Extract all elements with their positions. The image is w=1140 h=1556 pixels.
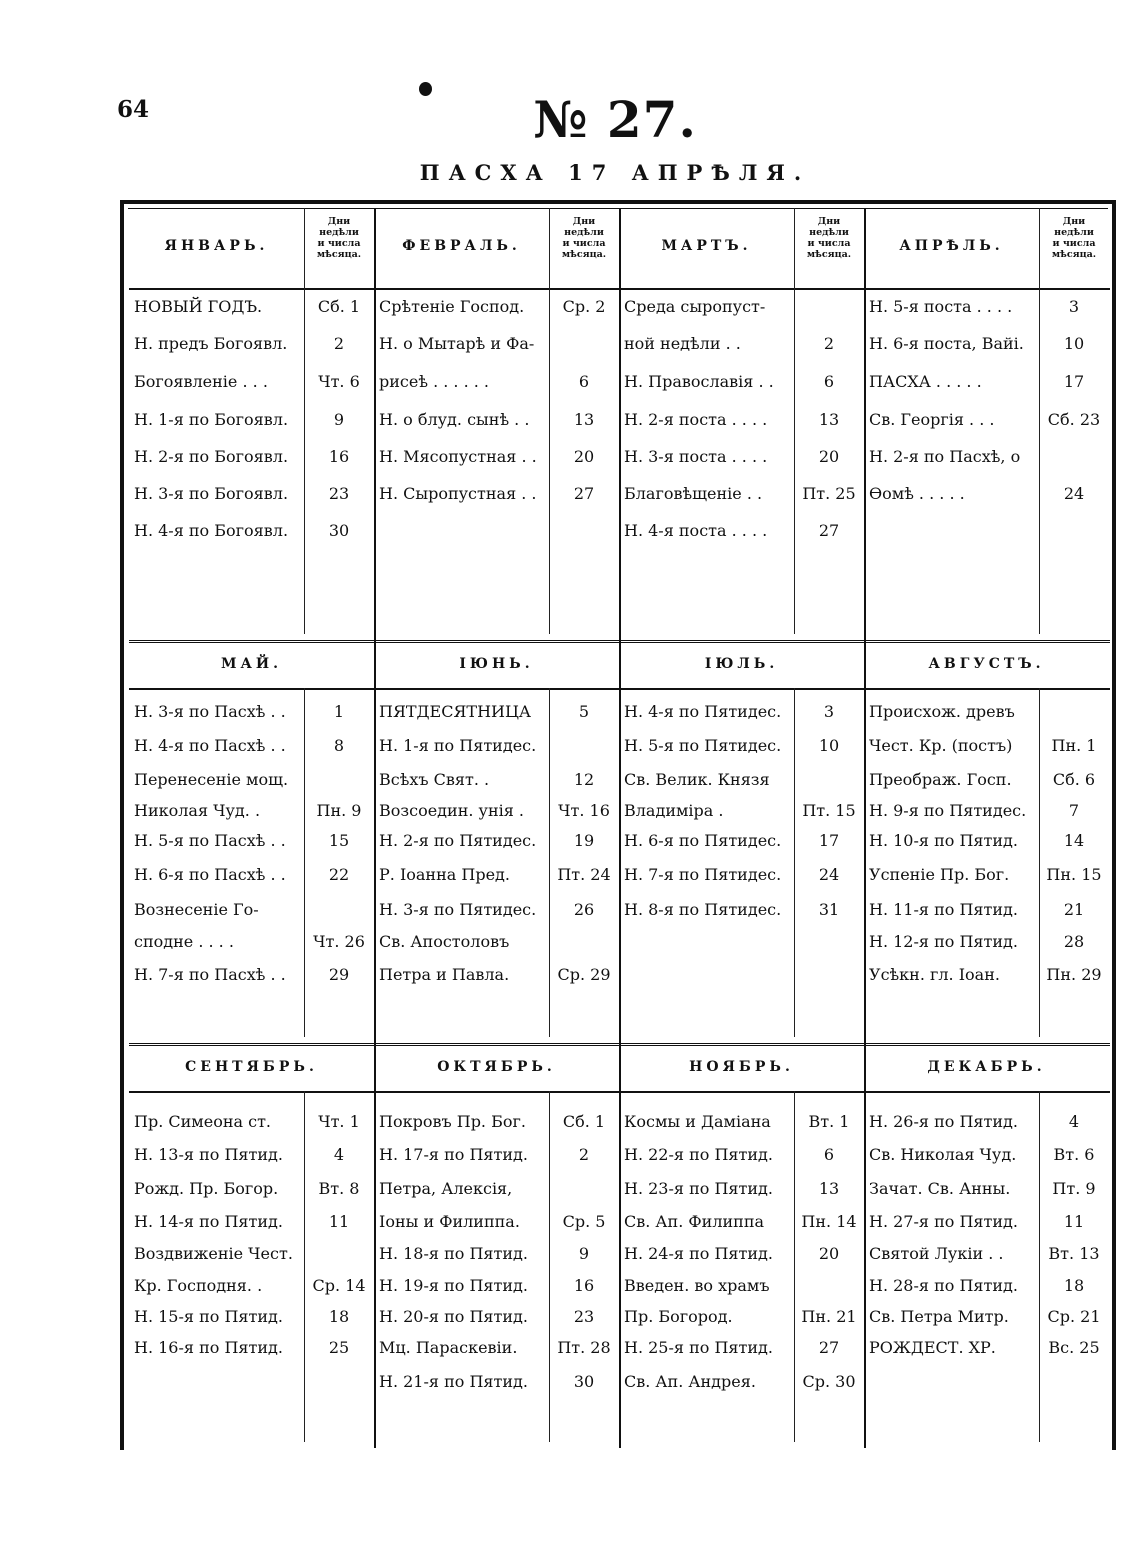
day-number: 6 bbox=[578, 372, 590, 391]
calendar-entry: Н. Сыропустная . . bbox=[379, 484, 537, 503]
calendar-entry: Н. 4-я по Богоявл. bbox=[134, 521, 289, 540]
calendar-entry: Н. 9-я по Пятидес. bbox=[869, 801, 1027, 820]
days-header-line: Дни bbox=[1062, 216, 1086, 227]
subcolumn-divider bbox=[304, 1091, 305, 1442]
month-header: ІЮНЬ. bbox=[459, 656, 534, 672]
day-number: 13 bbox=[818, 1179, 840, 1198]
calendar-entry: Космы и Даміана bbox=[624, 1112, 771, 1131]
day-number: 25 bbox=[328, 1338, 350, 1357]
day-number: Сб. 1 bbox=[317, 297, 361, 316]
calendar-entry: Н. 1-я по Богоявл. bbox=[134, 410, 289, 429]
month-header: ОКТЯБРЬ. bbox=[437, 1059, 556, 1075]
days-header-line: недѣли bbox=[1054, 227, 1094, 238]
subcolumn-divider bbox=[1039, 208, 1040, 634]
calendar-entry: Н. 2-я поста . . . . bbox=[624, 410, 768, 429]
calendar-entry: Среда сыропуст- bbox=[624, 297, 766, 316]
day-number: 20 bbox=[818, 447, 840, 466]
days-header-line: Дни bbox=[572, 216, 596, 227]
day-number: 4 bbox=[333, 1145, 345, 1164]
calendar-entry: Св. Петра Митр. bbox=[869, 1307, 1009, 1326]
day-number: Пт. 24 bbox=[557, 865, 611, 884]
month-header: ДЕКАБРЬ. bbox=[927, 1059, 1046, 1075]
calendar-entry: НОВЫЙ ГОДЪ. bbox=[134, 297, 263, 316]
day-number: Чт. 26 bbox=[313, 932, 365, 951]
subcolumn-divider bbox=[1039, 1091, 1040, 1442]
days-header-line: Дни bbox=[817, 216, 841, 227]
day-number: 6 bbox=[823, 372, 835, 391]
calendar-entry: ной недѣли . . bbox=[624, 334, 741, 353]
day-number: 11 bbox=[328, 1212, 350, 1231]
calendar-entry: Н. 15-я по Пятид. bbox=[134, 1307, 283, 1326]
calendar-entry: Н. 3-я по Пасхѣ . . bbox=[134, 702, 286, 721]
day-number: Пт. 9 bbox=[1052, 1179, 1096, 1198]
day-number: Пт. 15 bbox=[802, 801, 856, 820]
calendar-entry: Зачат. Св. Анны. bbox=[869, 1179, 1011, 1198]
calendar-entry: Николая Чуд. . bbox=[134, 801, 261, 820]
calendar-entry: Богоявленіе . . . bbox=[134, 372, 268, 391]
calendar-entry: Н. 19-я по Пятид. bbox=[379, 1276, 528, 1295]
subcolumn-divider bbox=[794, 208, 795, 634]
calendar-entry: Усѣкн. гл. Іоан. bbox=[869, 965, 1000, 984]
calendar-entry: Н. 23-я по Пятид. bbox=[624, 1179, 773, 1198]
calendar-entry: Св. Николая Чуд. bbox=[869, 1145, 1017, 1164]
day-number: 26 bbox=[573, 900, 595, 919]
calendar-entry: Н. 20-я по Пятид. bbox=[379, 1307, 528, 1326]
day-number: 14 bbox=[1063, 831, 1085, 850]
day-number: Пн. 15 bbox=[1046, 865, 1102, 884]
calendar-entry: Н. 7-я по Пятидес. bbox=[624, 865, 782, 884]
calendar-entry: Н. 12-я по Пятид. bbox=[869, 932, 1018, 951]
day-number: Пн. 29 bbox=[1046, 965, 1102, 984]
day-number: 2 bbox=[333, 334, 345, 353]
calendar-entry: Н. 5-я по Пятидес. bbox=[624, 736, 782, 755]
day-number: 3 bbox=[1068, 297, 1080, 316]
calendar-entry: Пр. Симеона ст. bbox=[134, 1112, 272, 1131]
day-number: 31 bbox=[818, 900, 840, 919]
calendar-entry: Вознесеніе Го- bbox=[134, 900, 259, 919]
day-number: 29 bbox=[328, 965, 350, 984]
calendar-entry: Воздвиженіе Чест. bbox=[134, 1244, 293, 1263]
calendar-entry: Святой Лукіи . . bbox=[869, 1244, 1004, 1263]
day-number: Сб. 6 bbox=[1052, 770, 1096, 789]
days-header-line: и числа bbox=[317, 238, 361, 249]
month-header: МАРТЪ. bbox=[661, 238, 752, 254]
month-header: ЯНВАРЬ. bbox=[164, 238, 269, 254]
day-number: 5 bbox=[578, 702, 590, 721]
day-number: Вс. 25 bbox=[1048, 1338, 1100, 1357]
calendar-entry: Ѳомѣ . . . . . bbox=[869, 484, 965, 503]
calendar-entry: Н. 24-я по Пятид. bbox=[624, 1244, 773, 1263]
calendar-entry: Н. 21-я по Пятид. bbox=[379, 1372, 528, 1391]
days-column-header bbox=[794, 216, 864, 260]
calendar-entry: Св. Апостоловъ bbox=[379, 932, 510, 951]
day-number: Вт. 1 bbox=[808, 1112, 850, 1131]
calendar-entry: Св. Ап. Филиппа bbox=[624, 1212, 765, 1231]
calendar-entry: ПЯТДЕСЯТНИЦА bbox=[379, 702, 532, 721]
day-number: Чт. 16 bbox=[558, 801, 610, 820]
calendar-entry: Н. 4-я поста . . . . bbox=[624, 521, 768, 540]
calendar-entry: Н. 11-я по Пятид. bbox=[869, 900, 1018, 919]
calendar-entry: Св. Георгія . . . bbox=[869, 410, 995, 429]
day-number: 4 bbox=[1068, 1112, 1080, 1131]
calendar-entry: Н. 13-я по Пятид. bbox=[134, 1145, 283, 1164]
days-header-line: недѣли bbox=[319, 227, 359, 238]
day-number: 21 bbox=[1063, 900, 1085, 919]
calendar-entry: Чест. Кр. (постъ) bbox=[869, 736, 1013, 755]
calendar-entry: Н. 6-я поста, Вайі. bbox=[869, 334, 1024, 353]
month-header: АПРѢЛЬ. bbox=[899, 238, 1004, 254]
days-header-line: и числа bbox=[1052, 238, 1096, 249]
days-column-header bbox=[549, 216, 619, 260]
day-number: Ср. 21 bbox=[1047, 1307, 1101, 1326]
subcolumn-divider bbox=[1039, 688, 1040, 1037]
column-divider bbox=[619, 208, 621, 1448]
day-number: 1 bbox=[333, 702, 345, 721]
day-number: 9 bbox=[333, 410, 345, 429]
calendar-entry: Н. 3-я по Богоявл. bbox=[134, 484, 289, 503]
calendar-entry: Н. 1-я по Пятидес. bbox=[379, 736, 537, 755]
subcolumn-divider bbox=[549, 208, 550, 634]
day-number: 3 bbox=[823, 702, 835, 721]
calendar-entry: Всѣхъ Свят. . bbox=[379, 770, 490, 789]
days-header-line: мѣсяца. bbox=[1051, 249, 1097, 260]
subcolumn-divider bbox=[304, 208, 305, 634]
calendar-entry: Н. 3-я поста . . . . bbox=[624, 447, 768, 466]
subcolumn-divider bbox=[794, 1091, 795, 1442]
day-number: Сб. 1 bbox=[562, 1112, 606, 1131]
days-column-header bbox=[1039, 216, 1109, 260]
month-header: МАЙ. bbox=[220, 656, 282, 672]
calendar-entry: Петра, Алексія, bbox=[379, 1179, 513, 1198]
calendar-entry: Н. 4-я по Пятидес. bbox=[624, 702, 782, 721]
day-number: Чт. 6 bbox=[318, 372, 360, 391]
column-divider bbox=[864, 208, 866, 1448]
day-number: 30 bbox=[573, 1372, 595, 1391]
day-number: 17 bbox=[818, 831, 840, 850]
calendar-entry: Н. 7-я по Пасхѣ . . bbox=[134, 965, 286, 984]
calendar-entry: Н. 8-я по Пятидес. bbox=[624, 900, 782, 919]
calendar-entry: Н. 2-я по Богоявл. bbox=[134, 447, 289, 466]
calendar-number-title: № 27. bbox=[533, 90, 697, 149]
day-number: 16 bbox=[573, 1276, 595, 1295]
days-header-line: мѣсяца. bbox=[316, 249, 362, 260]
day-number: Вт. 13 bbox=[1048, 1244, 1100, 1263]
calendar-entry: Н. 27-я по Пятид. bbox=[869, 1212, 1018, 1231]
calendar-entry: Н. 22-я по Пятид. bbox=[624, 1145, 773, 1164]
calendar-entry: сподне . . . . bbox=[134, 932, 234, 951]
day-number: 28 bbox=[1063, 932, 1085, 951]
day-number: 23 bbox=[573, 1307, 595, 1326]
day-number: Ср. 30 bbox=[802, 1372, 856, 1391]
day-number: 10 bbox=[818, 736, 840, 755]
calendar-entry: Введен. во храмъ bbox=[624, 1276, 770, 1295]
calendar-entry: Н. 4-я по Пасхѣ . . bbox=[134, 736, 286, 755]
calendar-entry: Петра и Павла. bbox=[379, 965, 510, 984]
days-header-line: мѣсяца. bbox=[806, 249, 852, 260]
day-number: 12 bbox=[573, 770, 595, 789]
day-number: 9 bbox=[578, 1244, 590, 1263]
calendar-entry: Н. 10-я по Пятид. bbox=[869, 831, 1018, 850]
calendar-entry: Срѣтеніе Господ. bbox=[379, 297, 525, 316]
calendar-entry: Мц. Параскевіи. bbox=[379, 1338, 518, 1357]
day-number: 24 bbox=[818, 865, 840, 884]
month-header: ФЕВРАЛЬ. bbox=[402, 238, 521, 254]
calendar-entry: Св. Ап. Андрея. bbox=[624, 1372, 756, 1391]
subcolumn-divider bbox=[304, 688, 305, 1037]
calendar-entry: Перенесеніе мощ. bbox=[134, 770, 289, 789]
subcolumn-divider bbox=[549, 688, 550, 1037]
calendar-entry: Н. 3-я по Пятидес. bbox=[379, 900, 537, 919]
day-number: 27 bbox=[573, 484, 595, 503]
day-number: Пн. 21 bbox=[801, 1307, 857, 1326]
calendar-entry: Н. Православія . . bbox=[624, 372, 774, 391]
day-number: Пт. 28 bbox=[557, 1338, 611, 1357]
day-number: 8 bbox=[333, 736, 345, 755]
calendar-entry: Кр. Господня. . bbox=[134, 1276, 263, 1295]
calendar-entry: Благовѣщеніе . . bbox=[624, 484, 763, 503]
month-header: АВГУСТЪ. bbox=[928, 656, 1045, 672]
days-column-header bbox=[304, 216, 374, 260]
day-number: 6 bbox=[823, 1145, 835, 1164]
easter-date-subtitle: ПАСХА 17 АПРѢЛЯ. bbox=[419, 160, 811, 185]
calendar-entry: Н. 5-я по Пасхѣ . . bbox=[134, 831, 286, 850]
calendar-entry: Р. Іоанна Пред. bbox=[379, 865, 510, 884]
day-number: 13 bbox=[573, 410, 595, 429]
calendar-entry: Н. 5-я поста . . . . bbox=[869, 297, 1013, 316]
day-number: 10 bbox=[1063, 334, 1085, 353]
calendar-entry: Н. 6-я по Пятидес. bbox=[624, 831, 782, 850]
calendar-entry: РОЖДЕСТ. ХР. bbox=[869, 1338, 996, 1357]
day-number: 15 bbox=[328, 831, 350, 850]
day-number: 16 bbox=[328, 447, 350, 466]
calendar-entry: Преображ. Госп. bbox=[869, 770, 1012, 789]
day-number: Сб. 23 bbox=[1047, 410, 1101, 429]
subcolumn-divider bbox=[794, 688, 795, 1037]
calendar-entry: Н. 6-я по Пасхѣ . . bbox=[134, 865, 286, 884]
calendar-entry: Н. 14-я по Пятид. bbox=[134, 1212, 283, 1231]
day-number: Пт. 25 bbox=[802, 484, 856, 503]
day-number: 7 bbox=[1068, 801, 1080, 820]
day-number: 19 bbox=[573, 831, 595, 850]
days-header-line: Дни bbox=[327, 216, 351, 227]
calendar-entry: Св. Велик. Князя bbox=[624, 770, 770, 789]
calendar-entry: Успеніе Пр. Бог. bbox=[869, 865, 1010, 884]
calendar-entry: Н. 25-я по Пятид. bbox=[624, 1338, 773, 1357]
calendar-entry: Н. 17-я по Пятид. bbox=[379, 1145, 528, 1164]
calendar-entry: Н. 26-я по Пятид. bbox=[869, 1112, 1018, 1131]
calendar-entry: рисеѣ . . . . . . bbox=[379, 372, 490, 391]
day-number: Вт. 8 bbox=[318, 1179, 360, 1198]
calendar-entry: Покровъ Пр. Бог. bbox=[379, 1112, 526, 1131]
day-number: 13 bbox=[818, 410, 840, 429]
day-number: 2 bbox=[823, 334, 835, 353]
calendar-entry: ПАСХА . . . . . bbox=[869, 372, 982, 391]
calendar-entry: Пр. Богород. bbox=[624, 1307, 733, 1326]
day-number: Вт. 6 bbox=[1053, 1145, 1095, 1164]
calendar-entry: Возсоедин. унія . bbox=[379, 801, 524, 820]
calendar-entry: Н. о Мытарѣ и Фа- bbox=[379, 334, 535, 353]
day-number: Ср. 29 bbox=[557, 965, 611, 984]
month-header: НОЯБРЬ. bbox=[689, 1059, 794, 1075]
calendar-entry: Происхож. древъ bbox=[869, 702, 1015, 721]
day-number: 24 bbox=[1063, 484, 1085, 503]
calendar-entry: Н. 18-я по Пятид. bbox=[379, 1244, 528, 1263]
day-number: 18 bbox=[1063, 1276, 1085, 1295]
days-header-line: недѣли bbox=[564, 227, 604, 238]
calendar-table bbox=[129, 208, 1110, 1448]
day-number: Пн. 9 bbox=[316, 801, 362, 820]
day-number: 27 bbox=[818, 1338, 840, 1357]
day-number: Ср. 2 bbox=[562, 297, 606, 316]
month-header: ІЮЛЬ. bbox=[704, 656, 779, 672]
day-number: 27 bbox=[818, 521, 840, 540]
day-number: 30 bbox=[328, 521, 350, 540]
day-number: 20 bbox=[573, 447, 595, 466]
calendar-entry: Н. 28-я по Пятид. bbox=[869, 1276, 1018, 1295]
column-divider bbox=[374, 208, 376, 1448]
days-header-line: и числа bbox=[562, 238, 606, 249]
day-number: 17 bbox=[1063, 372, 1085, 391]
calendar-entry: Н. Мясопустная . . bbox=[379, 447, 537, 466]
calendar-entry: Н. 2-я по Пятидес. bbox=[379, 831, 537, 850]
calendar-entry: Владиміра . bbox=[624, 801, 724, 820]
day-number: 20 bbox=[818, 1244, 840, 1263]
calendar-entry: Н. 16-я по Пятид. bbox=[134, 1338, 283, 1357]
days-header-line: и числа bbox=[807, 238, 851, 249]
day-number: 11 bbox=[1063, 1212, 1085, 1231]
day-number: 2 bbox=[578, 1145, 590, 1164]
month-header: СЕНТЯБРЬ. bbox=[185, 1059, 318, 1075]
calendar-entry: Іоны и Филиппа. bbox=[379, 1212, 520, 1231]
calendar-entry: Рожд. Пр. Богор. bbox=[134, 1179, 279, 1198]
day-number: Пн. 14 bbox=[801, 1212, 857, 1231]
day-number: Пн. 1 bbox=[1051, 736, 1097, 755]
day-number: 22 bbox=[328, 865, 350, 884]
day-number: Ср. 14 bbox=[312, 1276, 366, 1295]
days-header-line: недѣли bbox=[809, 227, 849, 238]
days-header-line: мѣсяца. bbox=[561, 249, 607, 260]
calendar-entry: Н. о блуд. сынѣ . . bbox=[379, 410, 530, 429]
day-number: 18 bbox=[328, 1307, 350, 1326]
day-number: 23 bbox=[328, 484, 350, 503]
day-number: Чт. 1 bbox=[318, 1112, 360, 1131]
day-number: Ср. 5 bbox=[562, 1212, 606, 1231]
subcolumn-divider bbox=[549, 1091, 550, 1442]
page-number: 64 bbox=[117, 96, 150, 123]
calendar-entry: Н. 2-я по Пасхѣ, о bbox=[869, 447, 1021, 466]
calendar-entry: Н. предъ Богоявл. bbox=[134, 334, 288, 353]
